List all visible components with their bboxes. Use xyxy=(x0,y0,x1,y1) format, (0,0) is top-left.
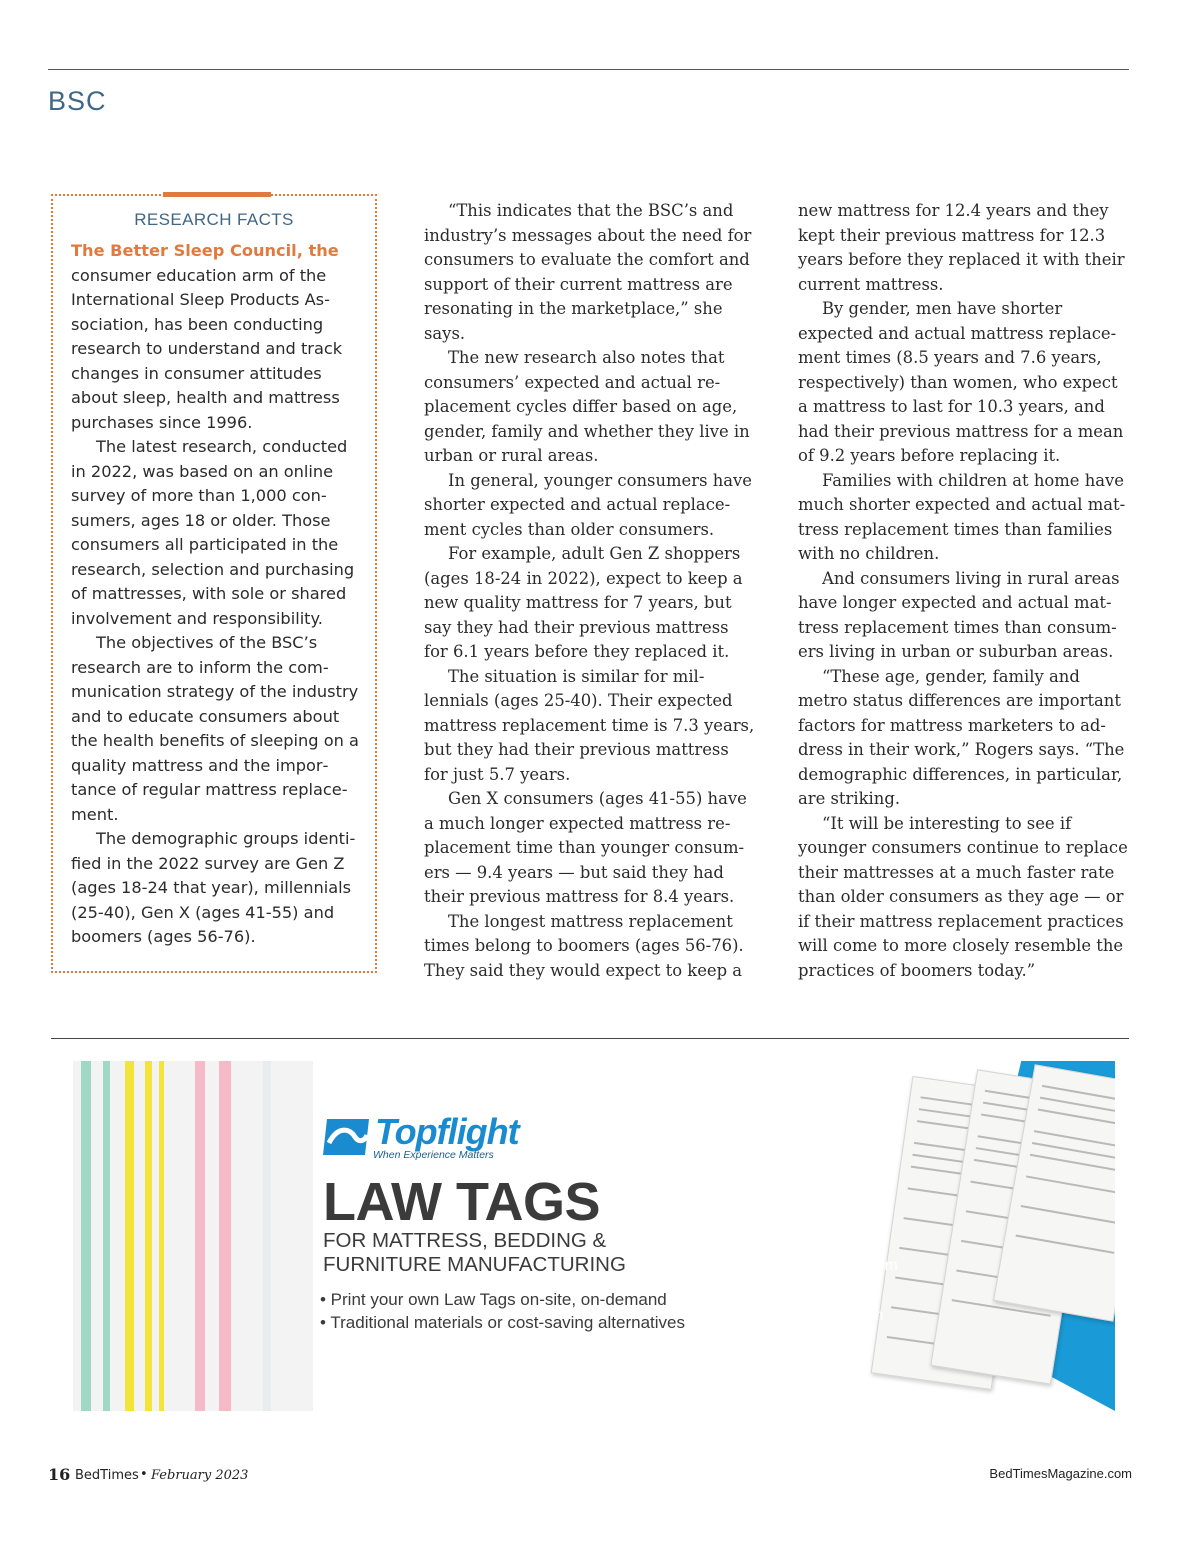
article-column-2 xyxy=(424,199,756,983)
magazine-website[interactable]: BedTimesMagazine.com xyxy=(989,1466,1132,1481)
article-paragraph: For example, adult Gen Z shoppers (ages 18-24 in 2022), expect to keep a new quality mattress for 7 years, but say they had their previous mattress for 6.1 years before they replaced it. xyxy=(424,544,743,661)
contact-phone[interactable]: 770-355-8521 xyxy=(769,1277,869,1294)
sidebar-lead: The Better Sleep Council, the xyxy=(71,241,339,260)
ad-title: LAW TAGS xyxy=(323,1172,600,1232)
fabric-stripes-image xyxy=(73,1061,313,1411)
article-paragraph: Families with children at home have much shorter expected and actual mattress replacement times than families with no children. xyxy=(798,470,1126,563)
ad-bullet: • Print your own Law Tags on-site, on-demand xyxy=(320,1290,667,1309)
sidebar-paragraph xyxy=(71,239,367,435)
sidebar-paragraph-text: consumer education arm of the International Sleep Products Association, has been conducting research to understand and track changes in consumer attitudes about sleep, health and mattress purchases since 1996. xyxy=(71,265,343,432)
ad-bullet: • Traditional materials or cost-saving alternatives xyxy=(320,1313,685,1332)
ad-subtitle-line: FURNITURE MANUFACTURING xyxy=(323,1253,626,1276)
publication-name: BedTimes xyxy=(75,1468,139,1483)
sidebar-paragraph: The demographic groups identified in the 2022 survey are Gen Z (ages 18-24 that year), millennials (25-40), Gen X (ages 41-55) and boomers (ages 56-76). xyxy=(71,829,356,946)
article-paragraph: new mattress for 12.4 years and they kept their previous mattress for 12.3 years before they replaced it with their current mattress. xyxy=(798,201,1125,294)
ad-subtitle-line: FOR MATTRESS, BEDDING & xyxy=(323,1229,607,1252)
contact-lead xyxy=(723,1181,915,1225)
ad-divider-rule xyxy=(51,1038,1129,1039)
sidebar-body xyxy=(71,239,367,950)
sidebar-heading: RESEARCH FACTS xyxy=(134,210,294,229)
article-paragraph: The situation is similar for millennials (ages 25-40). Their expected mattress replacement time is 7.3 years, but they had their previous mattress for just 5.7 years. xyxy=(424,666,755,784)
topflight-advertisement[interactable] xyxy=(73,1061,1115,1411)
article-paragraph: And consumers living in rural areas have longer expected and actual mattress replacement times than consumers living in urban or suburban areas. xyxy=(798,568,1120,661)
article-paragraph: By gender, men have shorter expected and actual mattress replacement times (8.5 years and 7.6 years, respectively) than women, who expect a mattress to last for 10.3 years, and had their previous mattress for a mean of 9.2 years before replacing it. xyxy=(798,299,1124,465)
sidebar-paragraph: The objectives of the BSC’s research are to inform the communication strategy of the industry and to educate consumers about the health benefits of sleeping on a quality mattress and the importance of regular mattress replacement. xyxy=(71,633,359,824)
article-paragraph: “This indicates that the BSC’s and industry’s messages about the need for consumers to evaluate the comfort and support of their current mattress are resonating in the marketplace,” she says. xyxy=(424,201,752,343)
research-facts-sidebar xyxy=(51,194,377,973)
issue-date: February 2023 xyxy=(151,1468,249,1483)
article-paragraph: Gen X consumers (ages 41-55) have a much longer expected mattress replacement time than younger consumers — 9.4 years — but said they had their previous mattress for 8.4 years. xyxy=(424,789,747,906)
article-paragraph: In general, younger consumers have shorter expected and actual replacement cycles than older consumers. xyxy=(424,470,752,539)
article-paragraph: “These age, gender, family and metro status differences are important factors for mattress marketers to address in their work,” Rogers says. “The demographic differences, in particular, are striking. xyxy=(798,666,1125,808)
brand-tagline: When Experience Matters xyxy=(373,1149,494,1161)
article-column-3 xyxy=(798,199,1132,983)
article-paragraph: “It will be interesting to see if younger consumers continue to replace their mattresses at a much faster rate than older consumers as they age — or if their mattress replacement practices will come to more closely resemble the practices of boomers today.” xyxy=(798,813,1128,980)
topflight-logo-icon xyxy=(323,1115,373,1159)
article-paragraph: The new research also notes that consumers’ expected and actual replacement cycles differ based on age, gender, family and whether they live in urban or rural areas. xyxy=(424,348,750,465)
folio-separator: • xyxy=(140,1467,148,1482)
section-label: BSC xyxy=(48,86,107,116)
topflight-logo xyxy=(323,1111,563,1165)
page-number: 16 xyxy=(48,1465,71,1484)
sidebar-accent-bar xyxy=(163,192,271,197)
contact-email-link[interactable]: mwhite@topflight.com xyxy=(740,1257,898,1274)
article-paragraph: The longest mattress replacement times belong to boomers (ages 56-76). They said they would expect to keep a xyxy=(424,911,744,980)
brand-name: Topflight xyxy=(375,1111,519,1152)
contact-name: MARK WHITE xyxy=(757,1233,881,1254)
contact-website-link[interactable]: www.topflight.com xyxy=(754,1307,884,1324)
contact-lead-line: information contact: xyxy=(744,1204,894,1223)
ad-bullets xyxy=(320,1288,685,1334)
ad-subtitle xyxy=(323,1229,626,1277)
top-rule xyxy=(48,69,1129,70)
sidebar-paragraph: The latest research, conducted in 2022, was based on an online survey of more than 1,000 consumers, ages 18 or older. Those consumers all participated in the research, selection and purchasing of mattresses, with sole or shared involvement and responsibility. xyxy=(71,437,355,628)
contact-lead-line: For more xyxy=(784,1182,854,1201)
